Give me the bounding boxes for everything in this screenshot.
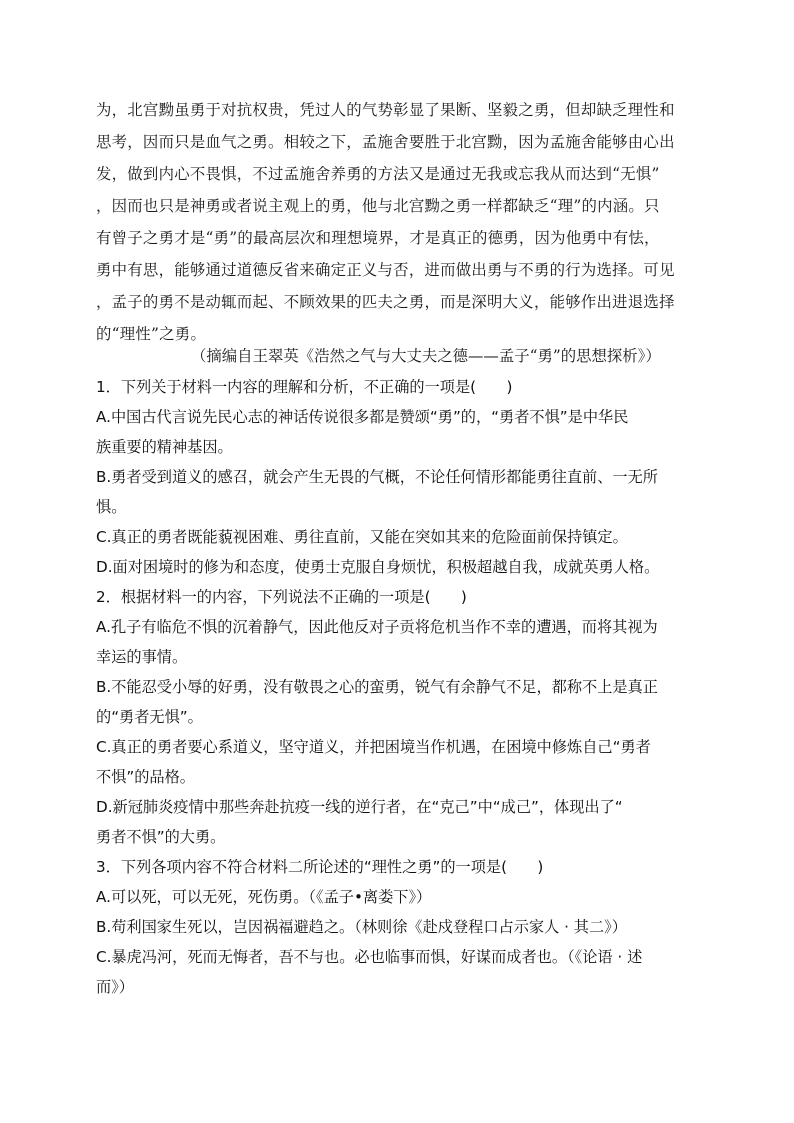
question-2: [96, 582, 706, 852]
question-stem: 2．根据材料一的内容，下列说法不正确的一项是( ): [96, 588, 467, 606]
option-line: 惧。: [96, 498, 127, 516]
option-b: [96, 912, 706, 942]
option-line: 而》）: [96, 978, 134, 996]
option-line: 勇者不惧”的大勇。: [96, 828, 226, 846]
option-line: A.孔子有临危不惧的沉着静气，因此他反对子贡将危机当作不幸的遭遇，而将其视为: [96, 618, 658, 636]
question-3: [96, 852, 706, 1002]
question-1: [96, 372, 706, 582]
option-b: [96, 672, 706, 732]
option-line: 族重要的精神基因。: [96, 438, 233, 456]
option-a: [96, 402, 706, 462]
option-line: D.新冠肺炎疫情中那些奔赴抗疫一线的逆行者，在“克己”中“成己”，体现出了“: [96, 798, 623, 816]
passage-line: 发，做到内心不畏惧，不过孟施舍养勇的方法又是通过无我或忘我从而达到“无惧”: [96, 165, 660, 183]
option-line: 幸运的事情。: [96, 648, 188, 666]
option-b: [96, 462, 706, 522]
option-line: C.真正的勇者既能藐视困难、勇往直前，又能在突如其来的危险面前保持镇定。: [96, 528, 628, 546]
option-line: B.勇者受到道义的感召，就会产生无畏的气概，不论任何情形都能勇往直前、一无所: [96, 468, 658, 486]
passage-line: 勇中有思，能够通过道德反省来确定正义与否，进而做出勇与不勇的行为选择。可见: [96, 261, 675, 279]
option-line: A.可以死，可以无死，死伤勇。（《孟子•离娄下》）: [96, 888, 432, 906]
passage-excerpt: [96, 94, 702, 350]
passage-source: （摘编自王翠英《浩然之气与大丈夫之德——孟子“勇”的思想探析》）: [191, 347, 661, 365]
passage-line: 为，北宫黝虽勇于对抗权贵，凭过人的气势彰显了果断、坚毅之勇，但却缺乏理性和: [96, 101, 675, 119]
option-line: D.面对困境时的修为和态度，使勇士克服自身烦忧，积极超越自我，成就英勇人格。: [96, 558, 660, 576]
option-c: [96, 522, 706, 552]
option-line: C.真正的勇者要心系道义，坚守道义，并把困境当作机遇，在困境中修炼自己“勇者: [96, 738, 651, 756]
question-stem: 3．下列各项内容不符合材料二所论述的“理性之勇”的一项是( ): [96, 858, 544, 876]
option-line: B.苟利国家生死以，岂因祸福避趋之。（林则徐《赴戍登程口占示家人 · 其二》）: [96, 918, 627, 936]
option-line: 的“勇者无惧”。: [96, 708, 203, 726]
option-c: [96, 942, 706, 1002]
option-a: [96, 612, 706, 672]
option-a: [96, 882, 706, 912]
option-c: [96, 732, 706, 792]
option-d: [96, 552, 706, 582]
passage-line: 思考，因而只是血气之勇。相较之下，孟施舍要胜于北宫黝，因为孟施舍能够由心出: [96, 133, 675, 151]
option-line: A.中国古代言说先民心志的神话传说很多都是赞颂“勇”的，“勇者不惧”是中华民: [96, 408, 629, 426]
option-line: 不惧”的品格。: [96, 768, 195, 786]
option-d: [96, 792, 706, 852]
option-line: C.暴虎冯河，死而无悔者，吾不与也。必也临事而惧，好谋而成者也。（《论语 · 述: [96, 948, 643, 966]
passage-line: 的“理性”之勇。: [96, 325, 207, 343]
question-stem: 1．下列关于材料一内容的理解和分析，不正确的一项是( ): [96, 378, 513, 396]
passage-line: 有曾子之勇才是“勇”的最高层次和理想境界，才是真正的德勇，因为他勇中有怯，: [96, 229, 660, 247]
passage-line: ，因而也只是神勇或者说主观上的勇，他与北宫黝之勇一样都缺乏“理”的内涵。只: [96, 197, 660, 215]
question-list: [96, 372, 706, 1002]
passage-line: ，孟子的勇不是动辄而起、不顾效果的匹夫之勇，而是深明大义，能够作出进退选择: [96, 293, 675, 311]
option-line: B.不能忍受小辱的好勇，没有敬畏之心的蛮勇，锐气有余静气不足，都称不上是真正: [96, 678, 658, 696]
